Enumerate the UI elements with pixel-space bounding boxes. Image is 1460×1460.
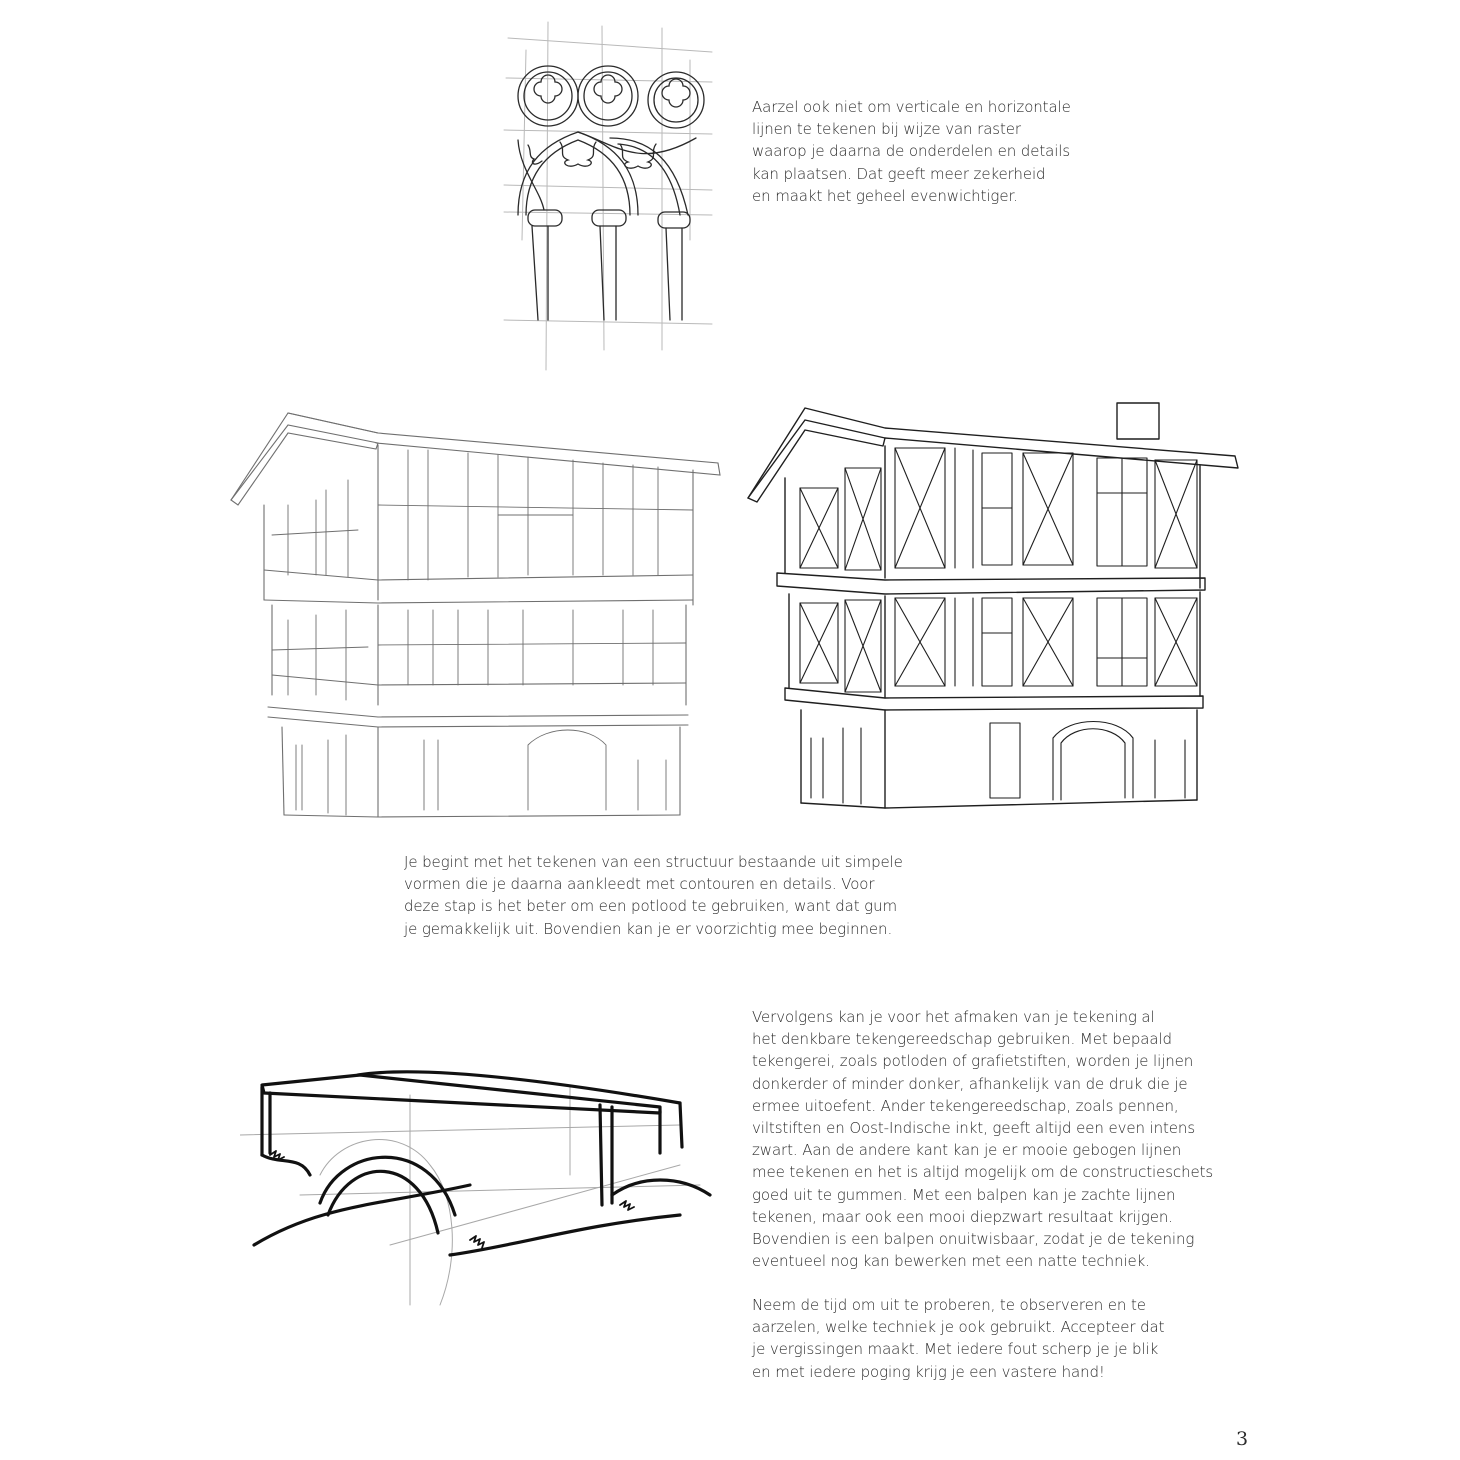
intro-line: en maakt het geheel evenwichtiger. [752, 186, 1018, 205]
tools-line: mee tekenen en het is altijd mogelijk om de constructieschets [752, 1163, 1214, 1182]
tools-line: ermee uitoefent. Ander tekengereedschap, zoals pennen, [752, 1096, 1179, 1115]
tools-line: eventueel nog kan bewerken met een natte techniek. [752, 1252, 1150, 1271]
structure-line: deze stap is het beter om een potlood te gebruiken, want dat gum [404, 897, 898, 916]
structure-paragraph [404, 851, 903, 940]
stone-bridge-sketch [240, 1055, 720, 1315]
closing-line: je vergissingen maakt. Met iedere fout scherp je je blik [752, 1340, 1159, 1359]
half-timbered-house-sketch [745, 398, 1245, 818]
page-number: 3 [1236, 1428, 1249, 1450]
closing-line: aarzelen, welke techniek je ook gebruikt. Accepteer dat [752, 1318, 1165, 1337]
tools-line: het denkbare tekengereedschap gebruiken. Met bepaald [752, 1030, 1172, 1049]
structure-line: vormen die je daarna aankleedt met contouren en details. Voor [404, 875, 875, 894]
gothic-arcade-sketch [500, 20, 715, 375]
intro-line: lijnen te tekenen bij wijze van raster [752, 120, 1021, 139]
tools-line: zwart. Aan de andere kant kan je er mooie gebogen lijnen [752, 1141, 1182, 1160]
tools-line: donkerder of minder donker, afhankelijk van de druk die je [752, 1074, 1188, 1093]
tools-paragraph [752, 1006, 1213, 1272]
tools-line: Bovendien is een balpen onuitwisbaar, zodat je de tekening [752, 1230, 1195, 1249]
house-construction-sketch [228, 405, 728, 825]
closing-line: en met iedere poging krijg je een vastere hand! [752, 1362, 1105, 1381]
structure-line: je gemakkelijk uit. Bovendien kan je er voorzichtig mee beginnen. [404, 919, 893, 938]
structure-line: Je begint met het tekenen van een structuur bestaande uit simpele [404, 853, 903, 871]
intro-paragraph [752, 96, 1071, 207]
tools-line: tekengerei, zoals potloden of grafietstiften, worden je lijnen [752, 1052, 1194, 1071]
tools-line: Vervolgens kan je voor het afmaken van je tekening al [752, 1008, 1155, 1026]
tools-line: tekenen, maar ook een mooi diepzwart resultaat krijgen. [752, 1207, 1173, 1226]
tools-line: viltstiften en Oost-Indische inkt, geeft altijd een even intens [752, 1119, 1196, 1138]
closing-line: Neem de tijd om uit te proberen, te observeren en te [752, 1296, 1146, 1314]
intro-line: Aarzel ook niet om verticale en horizontale [752, 98, 1071, 116]
intro-line: kan plaatsen. Dat geeft meer zekerheid [752, 164, 1046, 183]
closing-paragraph [752, 1294, 1164, 1383]
intro-line: waarop je daarna de onderdelen en details [752, 142, 1071, 161]
tools-line: goed uit te gummen. Met een balpen kan je zachte lijnen [752, 1185, 1176, 1204]
